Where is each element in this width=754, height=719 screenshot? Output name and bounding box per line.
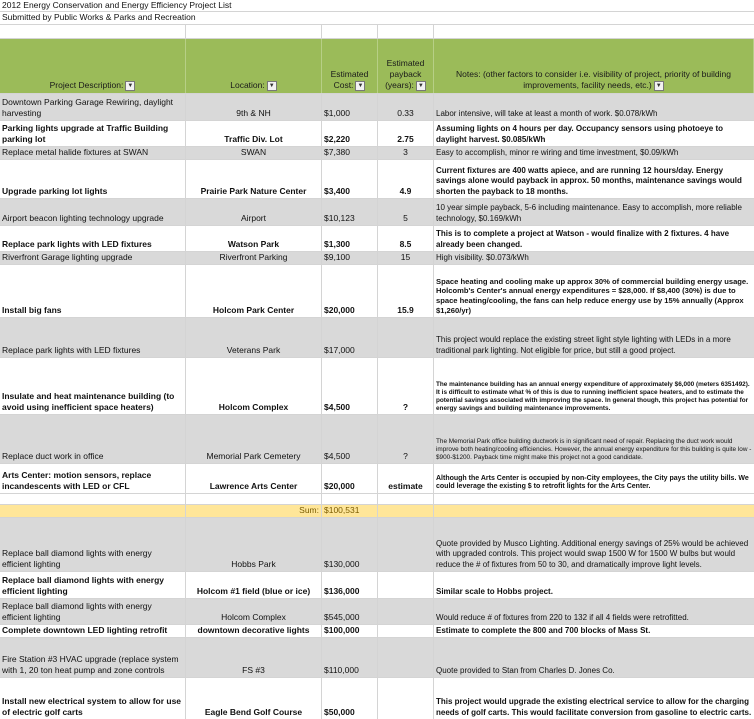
cell-payback[interactable]: 5 xyxy=(378,199,434,225)
cell-description[interactable]: Complete downtown LED lighting retrofit xyxy=(0,625,186,637)
cell-notes[interactable]: Labor intensive, will take at least a month of work. $0.078/kWh xyxy=(436,108,658,118)
table-row xyxy=(0,226,754,252)
cell-location[interactable]: Eagle Bend Golf Course xyxy=(186,678,322,719)
table-row xyxy=(0,678,754,719)
cell-location[interactable]: Airport xyxy=(186,199,322,225)
cell-notes[interactable]: Quote provided to Stan from Charles D. Jones Co. xyxy=(436,665,615,675)
table-row xyxy=(0,625,754,638)
chevron-down-icon[interactable]: ▼ xyxy=(125,81,135,91)
cell-location[interactable]: Prairie Park Nature Center xyxy=(186,160,322,198)
header-notes-wrap xyxy=(440,69,747,91)
cell-location[interactable]: Holcom Complex xyxy=(186,599,322,624)
table-row xyxy=(0,358,754,415)
cell-notes[interactable]: The maintenance building has an annual energy expenditure of approximately $6,000 (meters 6351492). It is difficult to estimate what % of this is due to running inefficient space heaters, and to estimate the potential savings associated with improving the space. In general though, this project has potential for energy savings and building maintenance improvements. xyxy=(436,381,750,412)
cell-payback[interactable] xyxy=(378,678,434,719)
cell-description[interactable]: Replace ball diamond lights with energy efficient lighting xyxy=(0,599,186,624)
table-row xyxy=(0,638,754,678)
cell-description[interactable]: Install new electrical system to allow for use of electric golf carts xyxy=(0,678,186,719)
sum-value[interactable]: $100,531 xyxy=(322,505,378,517)
cell-description[interactable]: Insulate and heat maintenance building (to avoid using inefficient space heaters) xyxy=(0,358,186,414)
cell-location[interactable]: Holcom Complex xyxy=(186,358,322,414)
chevron-down-icon[interactable]: ▼ xyxy=(355,81,365,91)
cell-notes[interactable]: Assuming lights on 4 hours per day. Occupancy sensors using photoeye to daylight harvest. $0.085/kWh xyxy=(436,124,724,144)
cell-cost[interactable]: $4,500 xyxy=(322,415,378,463)
cell-location[interactable]: Holcom Park Center xyxy=(186,265,322,317)
cell-notes[interactable]: Space heating and cooling make up approx 30% of commercial building energy usage. Holcomb's Center's annual energy expenditures = $28,000. If $8,400 (30%) is due to space heating/cooling, the fans can help reduce energy use by 15% annually (Approx $1,260/yr) xyxy=(436,276,749,316)
cell-description[interactable]: Fire Station #3 HVAC upgrade (replace system with 1, 20 ton heat pump and zone controls xyxy=(0,638,186,677)
cell-notes[interactable]: 10 year simple payback, 5-6 including maintenance. Easy to accomplish, more reliable technology, $0.169/kWh xyxy=(436,203,742,223)
cell-payback[interactable] xyxy=(378,494,434,504)
table-row xyxy=(0,121,754,147)
header-description-label: Project Description: xyxy=(49,79,124,90)
cell-notes[interactable]: Although the Arts Center is occupied by non-City employees, the City pays the utility bills. We could leverage the existing $ to retrofit lights for the Arts Center. xyxy=(436,474,749,491)
cell-payback[interactable] xyxy=(378,318,434,357)
cell-description[interactable]: Replace duct work in office xyxy=(0,415,186,463)
cell-payback[interactable]: 15.9 xyxy=(378,265,434,317)
cell-location[interactable]: Riverfront Parking xyxy=(186,252,322,264)
chevron-down-icon[interactable]: ▼ xyxy=(267,81,277,91)
cell-payback[interactable]: estimate xyxy=(378,464,434,493)
cell-description[interactable]: Airport beacon lighting technology upgrade xyxy=(0,199,186,225)
cell-location[interactable]: Hobbs Park xyxy=(186,518,322,571)
cell-location[interactable]: Memorial Park Cemetery xyxy=(186,415,322,463)
cell-payback[interactable]: 0.33 xyxy=(378,94,434,120)
header-payback[interactable] xyxy=(378,39,434,93)
table-row xyxy=(0,599,754,625)
cell-notes[interactable]: Current fixtures are 400 watts apiece, and are running 12 hours/day. Energy savings alone would payback in approx. 50 months, maintenance savings would shorten the payback to 18 months. xyxy=(436,165,742,196)
header-cost-line2 xyxy=(334,80,366,91)
cell-description[interactable]: Parking lights upgrade at Traffic Building parking lot xyxy=(0,121,186,146)
cell-description[interactable]: Replace park lights with LED fixtures xyxy=(0,226,186,251)
cell-cost[interactable]: $130,000 xyxy=(322,518,378,571)
sum-row xyxy=(0,505,754,518)
cell-notes[interactable]: Easy to accomplish, minor re wiring and time investment, $0.09/kWh xyxy=(436,147,679,157)
cell-location[interactable]: FS #3 xyxy=(186,638,322,677)
cell-cost[interactable]: $20,000 xyxy=(322,265,378,317)
cell-description[interactable]: Downtown Parking Garage Rewiring, daylight harvesting xyxy=(0,94,186,120)
cell-payback[interactable]: ? xyxy=(378,415,434,463)
header-cost-label-2: Cost: xyxy=(333,79,354,90)
cell-notes[interactable]: This project would upgrade the existing electrical service to allow for the charging needs of golf carts. This would facilitate conversion from gasoline to electric carts. xyxy=(436,697,752,717)
subtitle-row xyxy=(0,12,754,25)
cell-payback[interactable] xyxy=(378,572,434,598)
table-row xyxy=(0,199,754,226)
cell-cost[interactable]: $7,380 xyxy=(322,147,378,159)
cell-payback[interactable] xyxy=(378,625,434,637)
header-payback-label-1: Estimated xyxy=(386,57,425,68)
cell-description[interactable] xyxy=(0,505,186,517)
cell-description[interactable]: Upgrade parking lot lights xyxy=(0,160,186,198)
cell-cost[interactable]: $3,400 xyxy=(322,160,378,198)
header-payback-label-3: (years): xyxy=(385,79,414,90)
cell-description[interactable]: Replace ball diamond lights with energy efficient lighting xyxy=(0,572,186,598)
cell-notes[interactable]: High visibility. $0.073/kWh xyxy=(436,252,529,262)
cell-notes[interactable]: Would reduce # of fixtures from 220 to 132 if all 4 fields were retrofitted. xyxy=(436,612,689,622)
cell-cost[interactable]: $1,000 xyxy=(322,94,378,120)
cell-cost[interactable]: $2,220 xyxy=(322,121,378,146)
cell-payback[interactable] xyxy=(378,518,434,571)
sum-label[interactable]: Sum: xyxy=(186,505,322,517)
cell-description[interactable]: Install big fans xyxy=(0,265,186,317)
table-row xyxy=(0,318,754,358)
cell-description[interactable]: Replace park lights with LED fixtures xyxy=(0,318,186,357)
cell-location[interactable]: SWAN xyxy=(186,147,322,159)
table-row xyxy=(0,160,754,199)
header-cost[interactable] xyxy=(322,39,378,93)
cell-location[interactable]: Veterans Park xyxy=(186,318,322,357)
header-location-label: Location: xyxy=(230,79,265,90)
cell-cost[interactable]: $10,123 xyxy=(322,199,378,225)
cell-cost[interactable] xyxy=(322,494,378,504)
cell-payback[interactable]: 4.9 xyxy=(378,160,434,198)
table-row xyxy=(0,572,754,599)
cell-location[interactable]: downtown decorative lights xyxy=(186,625,322,637)
cell-description[interactable] xyxy=(0,494,186,504)
title-row xyxy=(0,0,754,12)
table-row xyxy=(0,252,754,265)
cell-notes[interactable]: Similar scale to Hobbs project. xyxy=(436,586,553,596)
cell-payback[interactable] xyxy=(378,638,434,677)
cell-location[interactable]: Traffic Div. Lot xyxy=(186,121,322,146)
header-cost-label-1: Estimated xyxy=(330,68,369,79)
header-notes[interactable] xyxy=(434,39,754,93)
header-payback-label-2: payback xyxy=(389,68,422,79)
header-notes-label: Notes: (other factors to consider i.e. visibility of project, priority of building improvements, facility needs, etc.) xyxy=(456,68,731,90)
chevron-down-icon[interactable]: ▼ xyxy=(416,81,426,91)
cell-payback[interactable]: 8.5 xyxy=(378,226,434,251)
table-row xyxy=(0,265,754,318)
cell-notes[interactable]: This project would replace the existing street light style lighting with LEDs in a more traditional park lighting. Not eligible for price, but still a good project. xyxy=(436,335,731,355)
table-row xyxy=(0,94,754,121)
cell-notes[interactable]: Estimate to complete the 800 and 700 blocks of Mass St. xyxy=(436,625,651,635)
cell[interactable] xyxy=(378,25,434,38)
cell-location[interactable] xyxy=(186,494,322,504)
sheet-subtitle[interactable]: Submitted by Public Works & Parks and Recreation xyxy=(2,12,196,23)
cell[interactable] xyxy=(0,25,186,38)
header-row xyxy=(0,39,754,94)
cell-payback[interactable]: ? xyxy=(378,358,434,414)
cell-location[interactable]: 9th & NH xyxy=(186,94,322,120)
cell[interactable] xyxy=(322,25,378,38)
table-row xyxy=(0,464,754,494)
cell-cost[interactable]: $545,000 xyxy=(322,599,378,624)
table-row xyxy=(0,494,754,505)
cell-description[interactable]: Arts Center: motion sensors, replace incandescents with LED or CFL xyxy=(0,464,186,493)
table-row xyxy=(0,415,754,464)
sheet-title[interactable]: 2012 Energy Conservation and Energy Efficiency Project List xyxy=(2,0,232,10)
cell-location[interactable]: Holcom #1 field (blue or ice) xyxy=(186,572,322,598)
cell-cost[interactable]: $50,000 xyxy=(322,678,378,719)
header-description[interactable] xyxy=(0,39,186,93)
cell-payback[interactable] xyxy=(378,505,434,517)
cell-description[interactable]: Replace metal halide fixtures at SWAN xyxy=(0,147,186,159)
cell-cost[interactable]: $20,000 xyxy=(322,464,378,493)
cell-description[interactable]: Riverfront Garage lighting upgrade xyxy=(0,252,186,264)
cell-notes[interactable] xyxy=(434,505,754,517)
cell-payback[interactable] xyxy=(378,599,434,624)
cell-cost[interactable]: $9,100 xyxy=(322,252,378,264)
cell-cost[interactable]: $136,000 xyxy=(322,572,378,598)
cell-notes[interactable]: This is to complete a project at Watson - would finalize with 2 fixtures. 4 have already been changed. xyxy=(436,229,730,249)
cell-cost[interactable]: $100,000 xyxy=(322,625,378,637)
table-row xyxy=(0,518,754,572)
cell-cost[interactable]: $110,000 xyxy=(322,638,378,677)
table-row xyxy=(0,147,754,160)
cell[interactable] xyxy=(434,25,754,38)
cell-notes[interactable]: Quote provided by Musco Lighting. Additional energy savings of 25% would be achieved with upgraded controls. This project would swap 1500 W for 1500 W bulbs but would reduce the # of fixtures from 50 to 30, and dramatically improve light levels. xyxy=(436,538,749,569)
header-payback-line3 xyxy=(385,80,426,91)
cell-payback[interactable]: 15 xyxy=(378,252,434,264)
cell-notes[interactable]: The Memorial Park office building ductwork is in significant need of repair. Replacing the duct work would improve both heating/cooling efficiencies. However, the annual energy expenditure for this building is quite low - $900-$1200. Payback time might make this project not a good candidate. xyxy=(436,438,752,461)
cell-location[interactable]: Watson Park xyxy=(186,226,322,251)
blank-row xyxy=(0,25,754,39)
cell-cost[interactable]: $17,000 xyxy=(322,318,378,357)
cell[interactable] xyxy=(186,25,322,38)
cell-payback[interactable]: 3 xyxy=(378,147,434,159)
cell-cost[interactable]: $1,300 xyxy=(322,226,378,251)
chevron-down-icon[interactable]: ▼ xyxy=(654,81,664,91)
cell-notes[interactable] xyxy=(434,494,754,504)
cell-description[interactable]: Replace ball diamond lights with energy efficient lighting xyxy=(0,518,186,571)
header-location[interactable] xyxy=(186,39,322,93)
cell-cost[interactable]: $4,500 xyxy=(322,358,378,414)
cell-location[interactable]: Lawrence Arts Center xyxy=(186,464,322,493)
cell-payback[interactable]: 2.75 xyxy=(378,121,434,146)
